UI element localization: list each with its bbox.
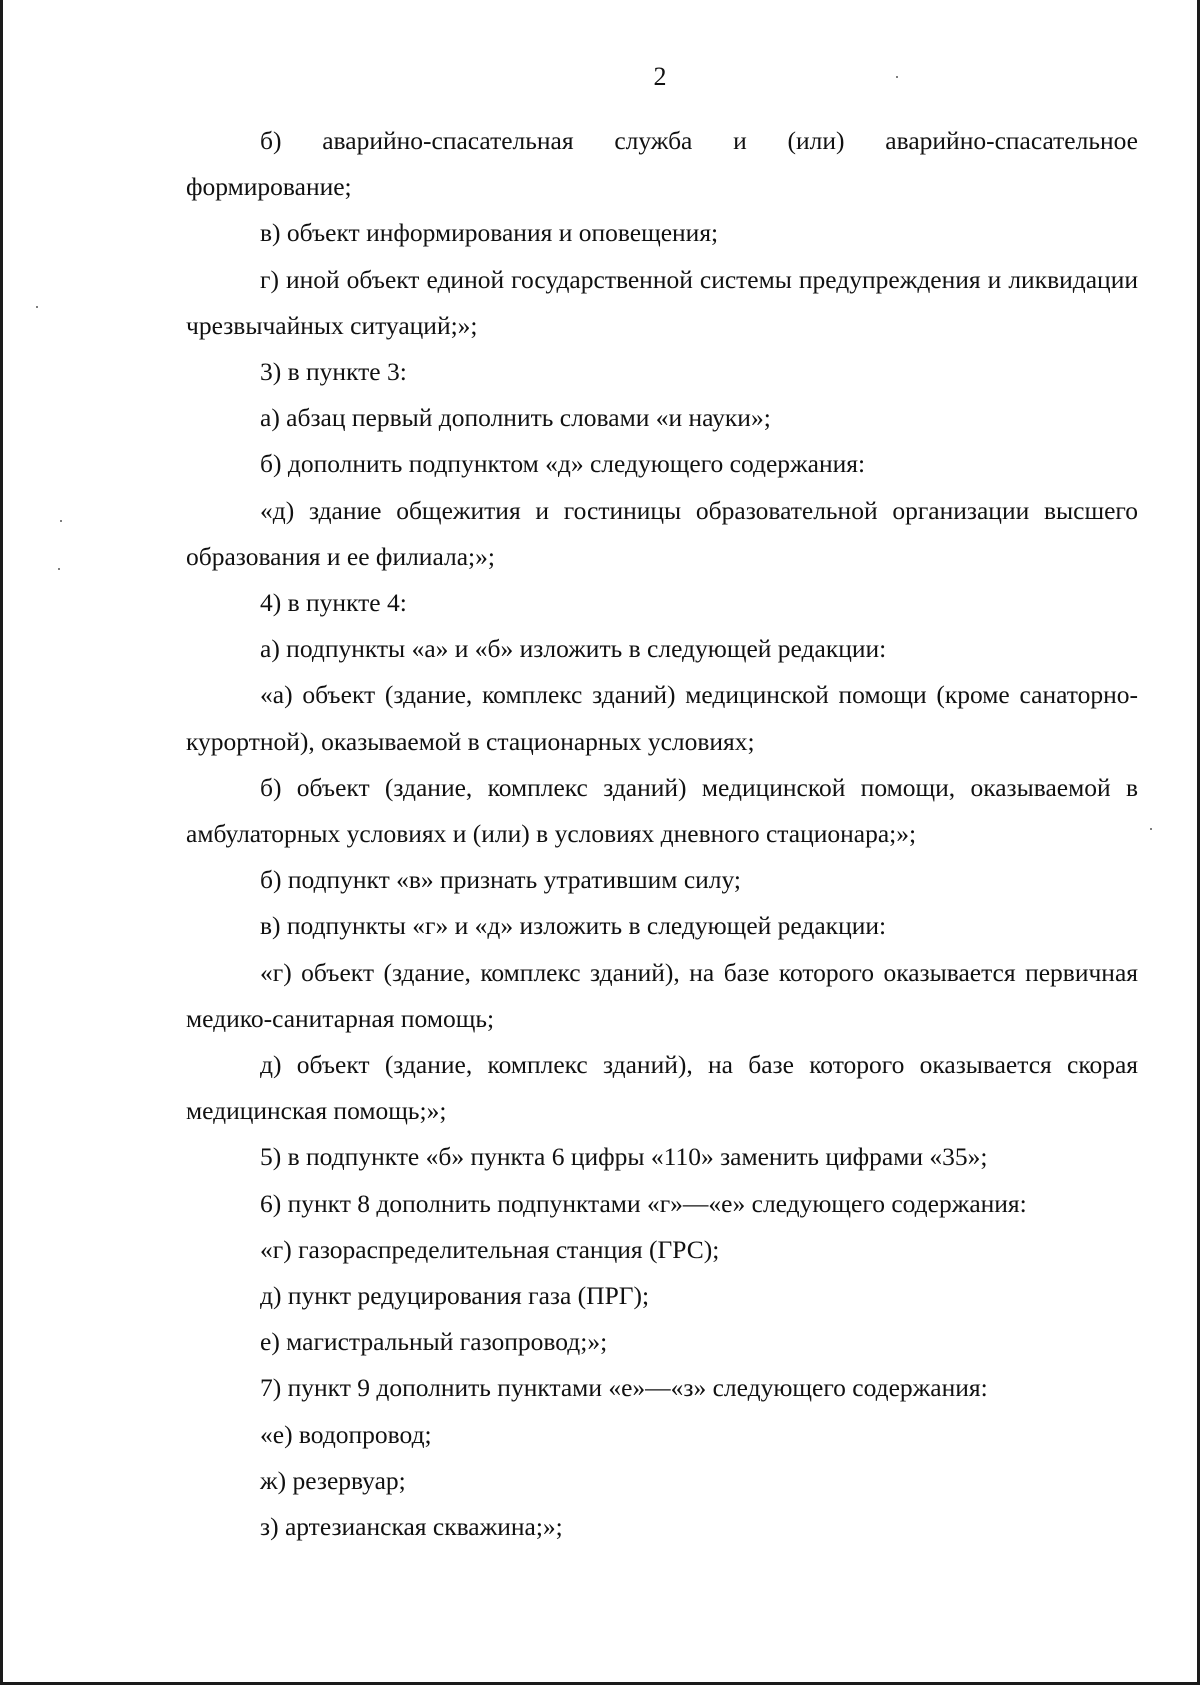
paragraph: б) аварийно-спасательная служба и (или) аварийно-спасательное формирование; <box>186 126 1138 202</box>
paragraph: а) подпункты «а» и «б» изложить в следующей редакции: <box>260 634 887 664</box>
scan-speck <box>1150 828 1152 830</box>
paragraph: 6) пункт 8 дополнить подпунктами «г»—«е» следующего содержания: <box>260 1188 1027 1218</box>
paragraph: д) пункт редуцирования газа (ПРГ); <box>260 1281 650 1311</box>
left-scan-border <box>0 0 3 1685</box>
paragraph: 4) в пункте 4: <box>260 588 407 618</box>
paragraph: в) объект информирования и оповещения; <box>260 218 719 248</box>
paragraph: «г) объект (здание, комплекс зданий), на базе которого оказывается первичная медико-санитарная помощь; <box>186 957 1138 1033</box>
paragraph: «г) газораспределительная станция (ГРС); <box>260 1234 720 1264</box>
paragraph: е) магистральный газопровод;»; <box>260 1327 608 1357</box>
paragraph: «д) здание общежития и гостиницы образовательной организации высшего образования и ее филиала;»; <box>186 495 1138 571</box>
scan-speck <box>36 306 38 308</box>
paragraph: б) подпункт «в» признать утратившим силу; <box>260 865 742 895</box>
paragraph: «а) объект (здание, комплекс зданий) медицинской помощи (кроме санаторно-курортной), оказываемой в стационарных условиях; <box>186 680 1138 756</box>
document-body <box>186 118 1138 1550</box>
paragraph: ж) резервуар; <box>260 1465 406 1495</box>
paragraph: б) объект (здание, комплекс зданий) медицинской помощи, оказываемой в амбулаторных условиях и (или) в условиях дневного стационара;»; <box>186 772 1138 849</box>
scan-speck <box>60 520 62 522</box>
paragraph: з) артезианская скважина;»; <box>260 1512 563 1542</box>
paragraph: а) абзац первый дополнить словами «и науки»; <box>260 403 771 433</box>
paragraph: д) объект (здание, комплекс зданий), на базе которого оказывается скорая медицинская помощь;»; <box>186 1050 1138 1126</box>
paragraph: «е) водопровод; <box>260 1419 432 1449</box>
scan-speck <box>58 568 60 570</box>
paragraph: в) подпункты «г» и «д» изложить в следующей редакции: <box>260 911 887 941</box>
paragraph: 3) в пункте 3: <box>260 357 407 387</box>
paragraph: 7) пункт 9 дополнить пунктами «е»—«з» следующего содержания: <box>260 1373 988 1403</box>
page-number: 2 <box>653 62 667 91</box>
paragraph: г) иной объект единой государственной системы предупреждения и ликвидации чрезвычайных ситуаций;»; <box>186 264 1138 340</box>
paragraph: 5) в подпункте «б» пункта 6 цифры «110» заменить цифрами «35»; <box>260 1142 988 1172</box>
paragraph: б) дополнить подпунктом «д» следующего содержания: <box>260 449 866 479</box>
